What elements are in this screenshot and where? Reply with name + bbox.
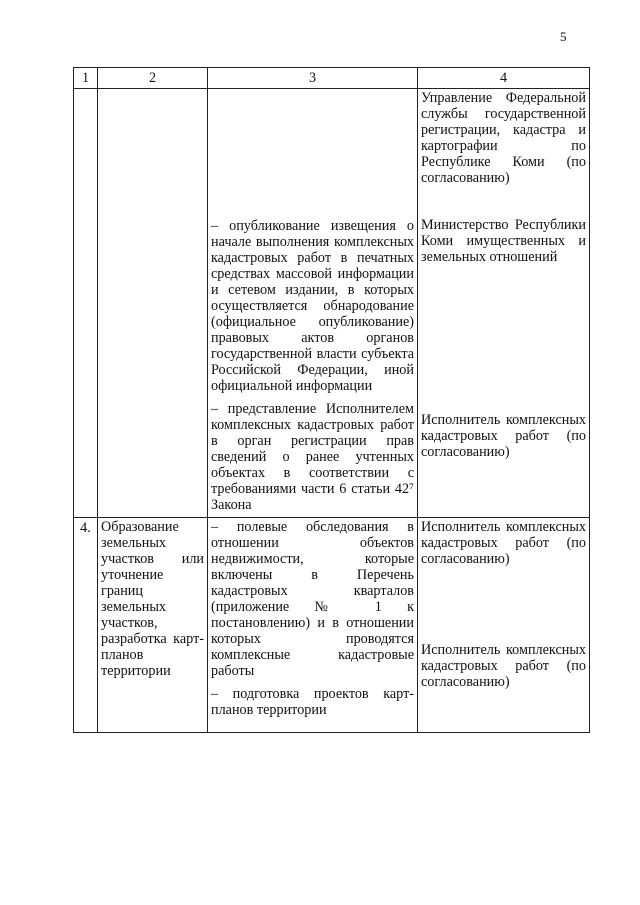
row2-stage: Образование земельных участков или уточнение границ земельных участков, разработка карт-планов территории: [101, 519, 204, 679]
row1-number: [74, 89, 97, 91]
row1-activity-spacer: [208, 89, 417, 217]
page-number: 5: [560, 29, 567, 44]
row1-responsible-rosreestr: Управление Федеральной службы государственной регистрации, кадастра и картографии по Республике Коми (по согласованию): [421, 90, 586, 186]
column-header-3: 3: [208, 68, 418, 89]
row2-activities-cell: [208, 518, 418, 733]
row1-responsible-ministry: Министерство Республики Коми имущественных и земельных отношений: [421, 217, 586, 265]
table-row: [74, 518, 590, 733]
row2-stage-cell: [98, 518, 208, 733]
column-header-1: 1: [74, 68, 98, 89]
table-header-row: [74, 68, 590, 89]
row1-number-cell: [74, 89, 98, 518]
row2-number: 4.: [80, 520, 91, 536]
row2-responsible-cell: [418, 518, 590, 733]
row2-activity-field-survey: – полевые обследования в отношении объектов недвижимости, которые включены в Перечень кадастровых кварталов (приложение № 1 к постановлению) и в отношении которых проводятся комплексные кадастровые работы: [211, 519, 414, 679]
row1-responsible-cell: [418, 89, 590, 518]
row2-responsible-contractor-1: Исполнитель комплексных кадастровых работ (по согласованию): [421, 519, 586, 567]
row2-responsible-contractor-2: Исполнитель комплексных кадастровых работ (по согласованию): [421, 642, 586, 690]
row1-responsible-contractor: Исполнитель комплексных кадастровых работ (по согласованию): [421, 412, 586, 460]
row1-activity-publication: – опубликование извещения о начале выполнения комплексных кадастровых работ в печатных средствах массовой информации и сетевом издании, в которых осуществляется обнародование (официальное опубликование) правовых актов органов государственной власти субъекта Российской Федерации, иной официальной информации: [211, 218, 414, 394]
row1-activities-cell: [208, 89, 418, 518]
row2-activity-plan-prep: – подготовка проектов карт-планов территории: [211, 686, 414, 718]
row1-stage: [98, 89, 207, 90]
table-row: [74, 89, 590, 518]
column-header-2: 2: [98, 68, 208, 89]
row1-stage-cell: [98, 89, 208, 518]
row1-activity-submission: – представление Исполнителем комплексных кадастровых работ в орган регистрации прав сведений о ранее учтенных объектах в соответствии с требованиями части 6 статьи 42⁷ Закона: [211, 401, 414, 513]
column-header-4: 4: [418, 68, 590, 89]
row2-number-cell: [74, 518, 98, 733]
document-table: [73, 67, 590, 733]
